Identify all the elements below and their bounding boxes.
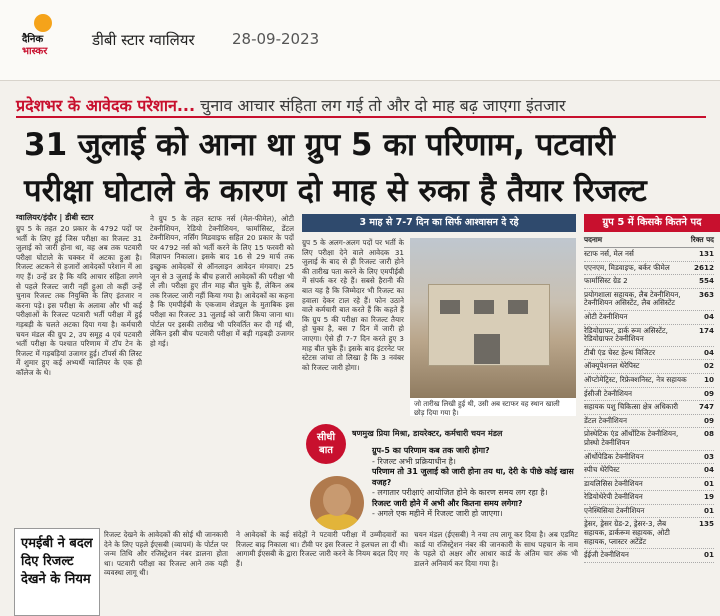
question-3: रिजल्ट जारी होने में अभी और कितना समय लगेगा? <box>372 498 523 508</box>
table-row <box>584 374 714 388</box>
badge-line-2: बात <box>319 445 333 456</box>
avatar-body <box>314 514 360 530</box>
table-row <box>584 478 714 492</box>
logo-text-1: दैनिक <box>22 34 44 45</box>
table-row <box>584 549 714 563</box>
post-count: 01 <box>703 550 714 560</box>
post-count: 04 <box>703 311 714 321</box>
table-row <box>584 518 714 549</box>
post-name: स्पीच थेरेपिस्ट <box>584 465 620 475</box>
post-count: 09 <box>703 415 714 425</box>
badge-line-1: सीधी <box>316 432 336 443</box>
avatar-face <box>323 484 351 516</box>
post-name: प्रोस्थेटिक एंड ऑर्थोटिक टेक्नीशियन, प्रोस्थो टेक्नीशियन <box>584 429 679 447</box>
post-name: प्रयोगशाला सहायक, लैब टेक्नीशियन, टेक्नीशियन असिस्टेंट, लैब असिस्टेंट <box>584 289 681 308</box>
headline-line-2: परीक्षा घोटाले के कारण दो माह से रुका है तैयार रिजल्ट <box>24 173 647 209</box>
question-1: ग्रुप-5 का परिणाम कब तक जारी होगा? <box>372 446 490 455</box>
interviewee-name: षणमुख प्रिया मिश्रा, डायरेक्टर, कर्मचारी चयन मंडल <box>352 429 503 438</box>
post-count: 04 <box>703 465 714 475</box>
bottom-column-1: रिजल्ट देखने के आवेदकों की सोई थी जानकारी देने के लिए पहले ईएसबी (व्यापमं) के पोर्टल पर जन्म तिथि और रजिस्ट्रेशन नंबर डालना होता था। पटवारी परीक्षा का रिजल्ट आने तक यही व्यवस्था लागू थी। <box>104 530 228 578</box>
post-name: ईसीजी टेक्नीशियन <box>584 388 633 398</box>
post-count: 01 <box>703 478 714 488</box>
answer-3: - अगले एक महीने में रिजल्ट जारी हो जाएगा। <box>372 509 503 518</box>
post-name: एनेस्थिसिया टेक्नीशियन <box>584 505 645 515</box>
post-name: ऑर्थोपेडिक टेक्नीशियन <box>584 451 644 461</box>
table-row <box>584 325 714 347</box>
post-name: टीबी एंड चेस्ट हेल्थ विजिटर <box>584 347 656 357</box>
post-count: 01 <box>703 505 714 515</box>
table-row <box>584 415 714 429</box>
table-row <box>584 428 714 450</box>
table-row <box>584 262 714 276</box>
post-name: डेंटल टेक्नीशियन <box>584 415 627 425</box>
posts-table-header <box>584 234 714 248</box>
table-row <box>584 275 714 289</box>
dainik-bhaskar-logo <box>22 14 62 64</box>
bottom-column-2: ने आवेदकों के कई संदेहों ने पटवारी परीक्षा में उम्मीदवारों का रिजल्ट बाढ़ निकाला था। टीवी पर इस रिजल्ट ने हलचल ला दी थी। आगामी ईएसबी के द्वारा रिजल्ट जारी करने के नियम बदल दिए गए हैं। <box>236 530 408 568</box>
post-count: 135 <box>698 519 714 529</box>
answer-1: - रिजल्ट अभी प्रक्रियाधीन है। <box>372 456 456 466</box>
table-row <box>584 360 714 374</box>
kicker <box>16 94 706 116</box>
post-count: 2612 <box>693 262 714 272</box>
col-count-header: रिक्त पद <box>690 235 714 244</box>
photo-headline-bar: 3 माह से 7-7 दिन का सिर्फ आश्वासन दे रहे <box>302 214 576 232</box>
post-count: 03 <box>703 451 714 461</box>
question-2: परिणाम तो 31 जुलाई को जारी होना तय था, देरी के पीछे कोई खास वजह? <box>372 467 574 487</box>
post-count: 363 <box>698 289 714 299</box>
headline <box>24 122 714 214</box>
col-post-header: पदनाम <box>584 235 603 244</box>
kicker-rest: चुनाव आचार संहिता लग गई तो और दो माह बढ़ जाएगा इंतजार <box>195 96 566 115</box>
table-row <box>584 289 714 311</box>
posts-table-body <box>584 248 714 563</box>
publication-header <box>0 0 720 81</box>
post-name: रेडियोग्राफर, डार्क रूम असिस्टेंट, रेडियोग्राफर टेक्नीशियन <box>584 325 668 344</box>
window-shape <box>440 300 460 314</box>
post-name: ऑप्टोमेट्रिस्ट, रिफ्रेक्शनिस्ट, नेत्र सहायक <box>584 374 687 384</box>
post-name: एएनएम, मिडवाइफ, बर्कर फीमेल <box>584 262 670 272</box>
bottom-column-3: चयन मंडल (ईएसबी) ने नया तय लागू कर दिया है। अब एडमिट कार्ड या रजिस्ट्रेशन नंबर की जानकारी के साथ पहचान के नाम के पहले दो अक्षर और आधार कार्ड के अंतिम चार अंक भी डालने अनिवार्य कर दिया गया है। <box>414 530 578 568</box>
post-count: 174 <box>698 325 714 335</box>
table-row <box>584 505 714 519</box>
posts-table <box>584 234 714 563</box>
post-name: डायलिसिस टेक्नीशियन <box>584 478 643 488</box>
post-name: ड्रेसर, ड्रेसर ग्रेड-2, ड्रेसर-3, लैब सहायक, डार्करूम सहायक, ओटी सहायक, प्लास्टर अटेंडेंट <box>584 519 670 546</box>
table-row <box>584 491 714 505</box>
post-name: स्टाफ नर्स, मेल नर्स <box>584 249 634 258</box>
publication-name: डीबी स्टार ग्वालियर <box>92 31 195 49</box>
table-row <box>584 248 714 262</box>
table-row <box>584 451 714 465</box>
publication-date: 28-09-2023 <box>232 30 320 48</box>
window-shape <box>474 300 494 314</box>
post-count: 09 <box>703 388 714 398</box>
door-shape <box>474 334 500 364</box>
post-name: ओटी टेक्नीशियन <box>584 311 628 321</box>
post-name: रेडियोथेरेपी टेक्नीशियन <box>584 492 643 502</box>
post-name: ऑक्यूपेशनल थेरेपिस्ट <box>584 361 640 371</box>
answer-2: - लगातार परीक्षाएं आयोजित होने के कारण समय लग रहा है। <box>372 488 548 497</box>
table-row <box>584 347 714 361</box>
rules-box <box>14 528 100 616</box>
post-name: ईईजी टेक्नीशियन <box>584 550 629 560</box>
dateline: ग्वालियर/इंदौर | डीबी स्टार <box>16 213 94 222</box>
post-count: 10 <box>703 374 714 384</box>
article-column-2: ने ग्रुप 5 के तहत स्टाफ नर्स (मेल-फीमेल), ओटी टेक्नीशियन, रेडियो टेक्नीशियन, फार्मासिस्ट, डेंटल टेक्नीशियन, नर्सिंग मिडवाइफ सहित 20 प्रकार के पदों पर 4792 नर्स को भर्ती करने के लिए 15 फरवरी को विज्ञापन निकाला। इसके बाद 16 से 29 मार्च तक इच्छुक आवेदकों से ऑनलाइन आवेदन मंगवाए। 25 जून से 3 जुलाई के बीच हजारों आवेदकों की परीक्षा भी ले ली। परीक्षा हुए तीन माह बीत चुके हैं, लेकिन अब तक रिजल्ट जारी नहीं किया गया है। आवेदकों का कहना है कि एमपीईबी के एकजाम शेड्यूल के मुताबिक इस परीक्षा का रिजल्ट 31 जुलाई को जारी किया जाना था। पोर्टल पर इसकी तारीख भी परिवर्तित कर दी गई थी, लेकिन इसी बीच पटवारी परीक्षा में बड़ी गड़बड़ी उजागर हो गई। <box>150 214 294 348</box>
table-row <box>584 388 714 402</box>
post-count: 747 <box>698 402 714 412</box>
post-count: 131 <box>698 249 714 258</box>
post-name: फार्मासिस्ट ग्रेड 2 <box>584 276 628 286</box>
rules-box-text: एमईबी ने बदल दिए रिजल्ट देखने के नियम <box>21 536 93 587</box>
sidhi-baat-badge <box>306 424 346 464</box>
headline-line-1: 31 जुलाई को आना था ग्रुप 5 का परिणाम, पटवारी <box>24 127 615 163</box>
sun-icon <box>34 14 52 32</box>
article-column-3: ग्रुप 5 के अलग-अलग पदों पर भर्ती के लिए परीक्षा देने वाले आवेदक 31 जुलाई के बाद से ही रिजल्ट जारी होने की तारीख पता करने के लिए एमपीईबी में संपर्क कर रहे हैं। सबसे हैरानी की बात यह है कि जिम्मेदार भी रिजल्ट का हवाला देकर टाल रहे हैं। फोन उठाने वाले कर्मचारी बात करते हैं कि कहते हैं कि ग्रुप 5 की परीक्षा का रिजल्ट तैयार हो चुका है, बस 7 दिन में जारी हो जाएगा। ऐसे ही 7-7 दिन करते हुए 3 माह बीत चुके हैं। इसके बाद इंटरनेट पर स्टेटस जांचा तो लिखा है कि 3 नवंबर को रिजल्ट जारी होगा। <box>302 238 404 372</box>
building-photo <box>410 238 576 398</box>
interviewee-photo <box>310 476 364 530</box>
post-name: सहायक पशु चिकित्सा क्षेत्र अधिकारी <box>584 402 678 412</box>
table-row <box>584 311 714 325</box>
post-count: 04 <box>703 347 714 357</box>
table-row <box>584 464 714 478</box>
logo-text-2: भास्कर <box>22 46 48 57</box>
post-count: 02 <box>703 361 714 371</box>
article-column-1: ग्रुप 5 के तहत 20 प्रकार के 4792 पदों पर भर्ती के लिए हुई जिस परीक्षा का रिजल्ट 31 जुलाई को जारी होना था, वह अब तक पटवारी परीक्षा घोटाले के चक्कर में अटका हुआ है। रिजल्ट अटकने से हजारों आवेदकों परेशान में आ गए हैं। उन्हें डर है कि यदि आचार संहिता लगने से पहले रिजल्ट जारी नहीं हुआ तो कहीं उन्हें चुनाव रिजल्ट तक नियुक्ति के लिए इंतजार न करना पड़े। इस परीक्षा के अलावा और भी कई परीक्षाओं के रिजल्ट पटवारी भर्ती परीक्षा में हुई गड़बड़ी के चलते अटका दिया गया है। कर्मचारी चयन मंडल की ग्रुप 2, उप समूह 4 एवं पटवारी भर्ती परीक्षा के पश्चात परिणाम में टॉप टेन के रिजल्ट में गड़बड़ियां उजागर हुई। टॉपर्स की लिस्ट में शुमार हुए कई अभ्यर्थी ग्वालियर के एक ही कॉलेज के थे। <box>16 224 142 377</box>
post-count: 19 <box>703 492 714 502</box>
photo-caption: जो तारीख लिखी हुई थी, उसी अब स्टाफर वह स्थान खाली छोड़ दिया गया है। <box>410 398 576 416</box>
kicker-divider <box>16 116 706 118</box>
post-count: 554 <box>698 276 714 286</box>
posts-table-title: ग्रुप 5 में किसके कितने पद <box>584 214 720 232</box>
interview-qa <box>372 446 578 520</box>
post-count: 08 <box>703 429 714 439</box>
window-shape <box>508 300 528 314</box>
table-row <box>584 401 714 415</box>
kicker-red: प्रदेशभर के आवेदक परेशान... <box>16 96 196 115</box>
